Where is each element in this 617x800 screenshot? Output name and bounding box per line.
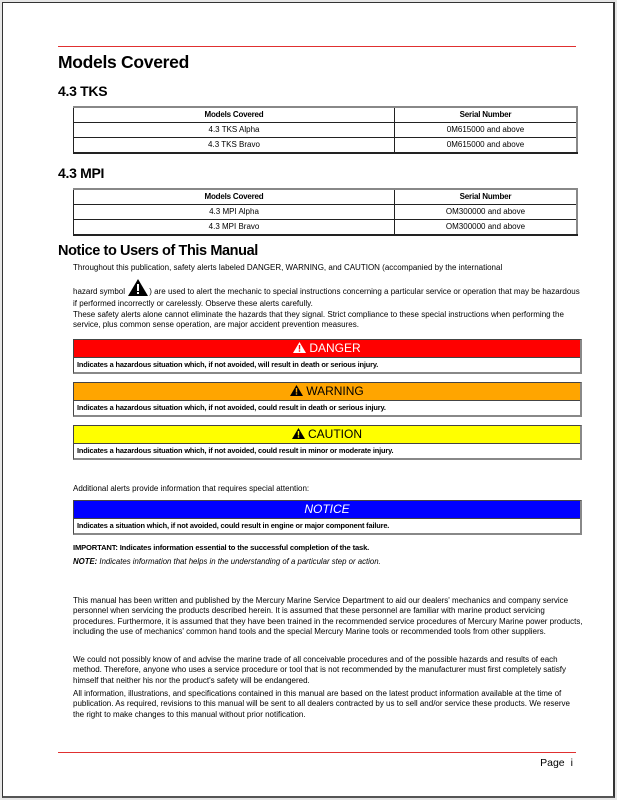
table-row <box>74 205 578 220</box>
table-row <box>74 123 578 138</box>
section-heading-tks: 4.3 TKS <box>58 83 108 99</box>
document-page <box>2 2 615 798</box>
mpi-models-table <box>73 188 578 236</box>
section-heading-mpi: 4.3 MPI <box>58 165 105 181</box>
serial-cell: OM300000 and above <box>395 220 578 236</box>
caution-alert-header <box>74 426 580 444</box>
notice-alert <box>73 500 582 535</box>
notice-text: Indicates a situation which, if not avoided, could result in engine or major component failure. <box>74 519 580 533</box>
page-title: Models Covered <box>58 52 189 72</box>
serial-cell: 0M615000 and above <box>395 138 578 154</box>
notice-heading: Notice to Users of This Manual <box>58 243 258 259</box>
caution-alert <box>73 425 582 460</box>
caution-text: Indicates a hazardous situation which, if not avoided, could result in minor or moderate injury. <box>74 444 580 458</box>
intro-line-1: Throughout this publication, safety alerts labeled DANGER, WARNING, and CAUTION (accompanied by the international <box>73 263 503 272</box>
page-label: Page <box>540 757 565 769</box>
note-text: Indicates information that helps in the understanding of a particular step or action. <box>97 557 381 566</box>
serial-cell: OM300000 and above <box>395 205 578 220</box>
footer-rule <box>58 752 576 753</box>
notice-alert-header <box>74 501 580 519</box>
warning-triangle-icon <box>293 341 306 358</box>
important-text: IMPORTANT: Indicates information essential to the successful completion of the task. <box>73 543 370 552</box>
warning-label: WARNING <box>306 384 364 398</box>
body-paragraph: All information, illustrations, and specifications contained in this manual are based on the latest product information available at the time of publication. As required, revisions to this manual will be sent to all dealers contracted by us to sell and/or service these products. We reserve the right to make changes to this manual without prior notification. <box>73 689 570 719</box>
column-header: Models Covered <box>74 107 395 123</box>
model-cell: 4.3 MPI Alpha <box>74 205 395 220</box>
page-number <box>540 757 573 769</box>
warning-alert-header <box>74 383 580 401</box>
serial-cell: 0M615000 and above <box>395 123 578 138</box>
caution-label: CAUTION <box>308 427 362 441</box>
intro-prefix: hazard symbol <box>73 287 126 296</box>
tks-models-table <box>73 106 578 154</box>
warning-triangle-icon <box>290 384 303 401</box>
hazard-symbol-icon <box>128 279 148 299</box>
additional-alerts-text: Additional alerts provide information that requires special attention: <box>73 484 310 493</box>
page-number-value: i <box>570 757 573 769</box>
intro-paragraph <box>73 279 583 310</box>
intro-suffix: ) are used to alert the mechanic to special instructions concerning a particular service or operation that may be hazardous if performed incorrectly or carelessly. Observe these alerts carefully. <box>73 287 580 309</box>
warning-text: Indicates a hazardous situation which, if not avoided, could result in death or serious injury. <box>74 401 580 415</box>
column-header: Models Covered <box>74 189 395 205</box>
body-paragraph: We could not possibly know of and advise the marine trade of all conceivable procedures and of the possible hazards and results of each method. Therefore, anyone who uses a service procedure or tool that is not recommended by the manufacturer must first completely satisfy himself that neither his nor the product's safety will be endangered. <box>73 655 566 685</box>
notice-label: NOTICE <box>304 502 350 516</box>
model-cell: 4.3 TKS Alpha <box>74 123 395 138</box>
column-header: Serial Number <box>395 189 578 205</box>
model-cell: 4.3 TKS Bravo <box>74 138 395 154</box>
note-paragraph <box>73 557 583 567</box>
danger-label: DANGER <box>309 341 361 355</box>
note-label: NOTE: <box>73 557 98 566</box>
header-rule <box>58 46 576 47</box>
table-header-row <box>74 189 578 205</box>
warning-triangle-icon <box>292 427 305 444</box>
model-cell: 4.3 MPI Bravo <box>74 220 395 236</box>
warning-alert <box>73 382 582 417</box>
column-header: Serial Number <box>395 107 578 123</box>
danger-alert <box>73 339 582 374</box>
intro-paragraph-2: These safety alerts alone cannot eliminate the hazards that they signal. Strict compliance to these special instructions when performing the service, plus common sense operation, are major accident prevention measures. <box>73 310 564 330</box>
table-header-row <box>74 107 578 123</box>
danger-alert-header <box>74 340 580 358</box>
body-paragraph: This manual has been written and published by the Mercury Marine Service Department to aid our dealers' mechanics and company service personnel when servicing the products described herein. It is assumed that these personnel are familiar with marine product servicing procedures. Furthermore, it is assumed that they have been trained in the recommended service procedures of Mercury Marine power products, including the use of mechanics' common hand tools and the special Mercury Marine tools or recommended tools from other suppliers. <box>73 596 583 637</box>
table-row <box>74 220 578 236</box>
table-row <box>74 138 578 154</box>
danger-text: Indicates a hazardous situation which, if not avoided, will result in death or serious injury. <box>74 358 580 372</box>
